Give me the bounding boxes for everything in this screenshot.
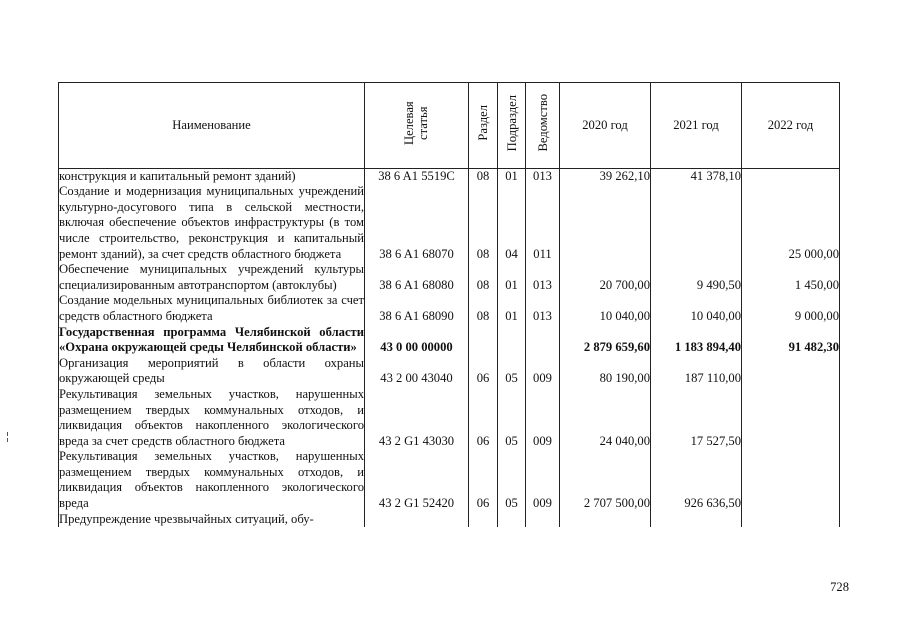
row-value-2022 [742,168,840,184]
row-name: Государственная программа Челябинской области «Охрана окружающей среды Челябинской области» [59,324,364,355]
page-number: 728 [830,580,849,594]
row-section: 08 [469,184,498,262]
row-subsection: 05 [498,387,526,449]
header-subsection [498,83,526,169]
row-target-code: 43 2 G1 43030 [365,387,469,449]
row-target-code: 43 2 00 43040 [365,356,469,387]
row-value-2020: 24 040,00 [560,387,651,449]
row-subsection: 01 [498,262,526,293]
row-subsection: 01 [498,293,526,324]
row-value-2020: 2 879 659,60 [560,325,651,356]
row-value-2021: 926 636,50 [651,449,742,511]
row-department [526,512,560,528]
header-name: Наименование [59,83,365,169]
row-value-2022: 9 000,00 [742,293,840,324]
row-value-2022 [742,512,840,528]
header-subsection-label: Подраздел [504,94,519,152]
row-value-2020 [560,512,651,528]
header-year-2020: 2020 год [560,83,651,169]
row-subsection [498,512,526,528]
row-target-code: 43 0 00 00000 [365,325,469,356]
header-department [526,83,560,169]
row-value-2021 [651,512,742,528]
table-row-program-total [59,325,840,356]
row-section: 08 [469,168,498,184]
header-target-article [365,83,469,169]
row-subsection [498,325,526,356]
row-name: Обеспечение муниципальных учреждений культуры специализированным автотранспортом (автоклубы) [59,262,364,292]
header-department-label: Ведомство [535,94,550,152]
table-header-row [59,83,840,169]
table-row [59,168,840,184]
row-name: Создание модельных муниципальных библиотек за счет средств областного бюджета [59,293,364,323]
row-section: 06 [469,449,498,511]
row-value-2022: 91 482,30 [742,325,840,356]
row-name: Рекультивация земельных участков, нарушенных размещением твердых коммунальных отходов, и ликвидация объектов накопленного экологического вреда за счет средств областного бюджета [59,386,364,448]
row-section [469,325,498,356]
row-target-code: 43 2 G1 52420 [365,449,469,511]
table-row [59,356,840,387]
row-value-2020 [560,184,651,262]
header-target-article-label: Целевая статья [401,101,430,145]
row-name: конструкция и капитальный ремонт зданий) [59,168,365,184]
table-row [59,387,840,449]
row-department: 011 [526,184,560,262]
row-value-2021: 1 183 894,40 [651,325,742,356]
row-department [526,325,560,356]
row-subsection: 05 [498,449,526,511]
row-value-2020: 2 707 500,00 [560,449,651,511]
row-name: Рекультивация земельных участков, нарушенных размещением твердых коммунальных отходов, и ликвидация объектов накопленного экологического вреда [59,449,364,511]
table-row [59,262,840,293]
row-department: 013 [526,168,560,184]
scan-margin-mark [7,438,8,442]
row-target-code: 38 6 A1 68070 [365,184,469,262]
row-value-2022 [742,356,840,387]
row-name: Создание и модернизация муниципальных учреждений культурно-досугового типа в сельской местности, включая обеспечение объектов инфраструктуры (в том числе строительство, реконструкция и капитальный ремонт зданий), за счет средств областного бюджета [59,184,364,261]
row-value-2021: 9 490,50 [651,262,742,293]
row-value-2020: 80 190,00 [560,356,651,387]
row-value-2021 [651,184,742,262]
row-target-code: 38 6 A1 5519C [365,168,469,184]
row-name: Предупреждение чрезвычайных ситуаций, обу- [59,512,365,528]
row-department: 009 [526,356,560,387]
row-target-code [365,512,469,528]
row-subsection: 04 [498,184,526,262]
row-department: 009 [526,449,560,511]
table-row-continued [59,512,840,528]
row-subsection: 01 [498,168,526,184]
scan-margin-mark [7,432,8,436]
row-section: 06 [469,387,498,449]
row-value-2020: 10 040,00 [560,293,651,324]
budget-table [58,82,840,527]
row-value-2022 [742,387,840,449]
table-body [59,168,840,527]
row-name: Организация мероприятий в области охраны окружающей среды [59,355,364,386]
header-section [469,83,498,169]
row-department: 013 [526,293,560,324]
row-value-2021: 41 378,10 [651,168,742,184]
header-year-2022: 2022 год [742,83,840,169]
row-department: 009 [526,387,560,449]
row-section: 08 [469,293,498,324]
table-row [59,449,840,511]
row-value-2022 [742,449,840,511]
row-target-code: 38 6 A1 68090 [365,293,469,324]
row-value-2021: 187 110,00 [651,356,742,387]
table-row [59,293,840,324]
row-subsection: 05 [498,356,526,387]
row-section: 08 [469,262,498,293]
row-value-2022: 25 000,00 [742,184,840,262]
row-section [469,512,498,528]
header-section-label: Раздел [476,105,490,141]
row-target-code: 38 6 A1 68080 [365,262,469,293]
row-value-2021: 17 527,50 [651,387,742,449]
row-department: 013 [526,262,560,293]
table-row [59,184,840,262]
header-year-2021: 2021 год [651,83,742,169]
row-value-2022: 1 450,00 [742,262,840,293]
row-value-2021: 10 040,00 [651,293,742,324]
row-section: 06 [469,356,498,387]
row-value-2020: 39 262,10 [560,168,651,184]
row-value-2020: 20 700,00 [560,262,651,293]
